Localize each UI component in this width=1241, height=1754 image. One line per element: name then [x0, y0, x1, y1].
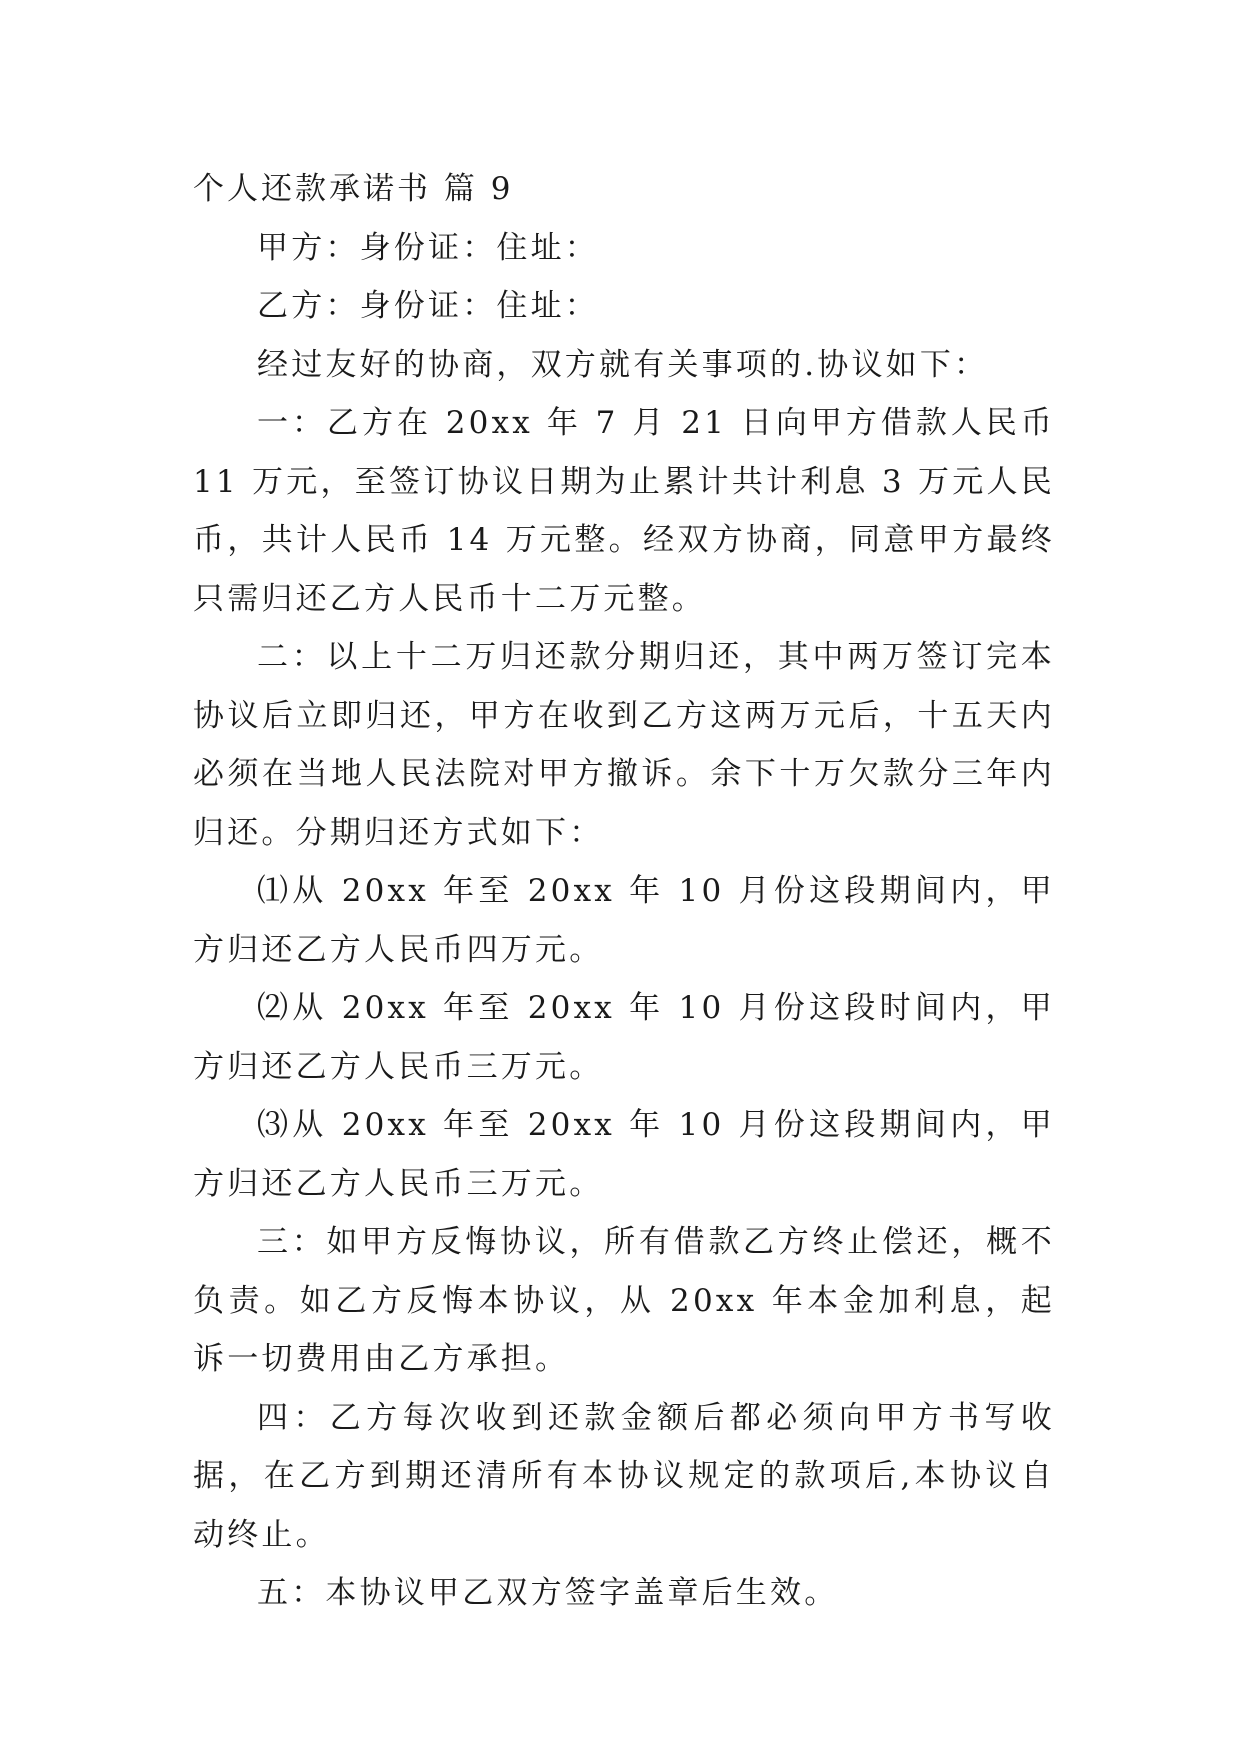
clause-three: 三：如甲方反悔协议，所有借款乙方终止偿还，概不负责。如乙方反悔本协议，从 20xx 年本金加利息，起诉一切费用由乙方承担。	[193, 1224, 1055, 1377]
document-title: 个人还款承诺书 篇 9	[193, 171, 514, 207]
party-a-line: 甲方：身份证：住址：	[257, 229, 599, 266]
installment-one: ⑴从 20xx 年至 20xx 年 10 月份这段期间内，甲方归还乙方人民币四万元。	[193, 873, 1055, 968]
installment-two: ⑵从 20xx 年至 20xx 年 10 月份这段时间内，甲方归还乙方人民币三万元。	[193, 990, 1055, 1085]
party-b-line: 乙方：身份证：住址：	[257, 288, 599, 324]
clause-two: 二：以上十二万归还款分期归还，其中两万签订完本协议后立即归还，甲方在收到乙方这两万元后，十五天内必须在当地人民法院对甲方撤诉。余下十万欠款分三年内归还。分期归还方式如下：	[193, 639, 1055, 851]
intro-paragraph: 经过友好的协商，双方就有关事项的.协议如下：	[257, 346, 989, 383]
clause-five: 五：本协议甲乙双方签字盖章后生效。	[257, 1575, 839, 1611]
installment-three: ⑶从 20xx 年至 20xx 年 10 月份这段期间内，甲方归还乙方人民币三万元。	[193, 1107, 1055, 1202]
clause-one: 一：乙方在 20xx 年 7 月 21 日向甲方借款人民币 11 万元，至签订协议日期为止累计共计利息 3 万元人民币，共计人民币 14 万元整。经双方协商，同意甲方最终只需归还乙方人民币十二万元整。	[193, 405, 1055, 617]
document-body	[193, 160, 1055, 1623]
clause-four: 四：乙方每次收到还款金额后都必须向甲方书写收据，在乙方到期还清所有本协议规定的款项后,本协议自动终止。	[193, 1399, 1055, 1553]
